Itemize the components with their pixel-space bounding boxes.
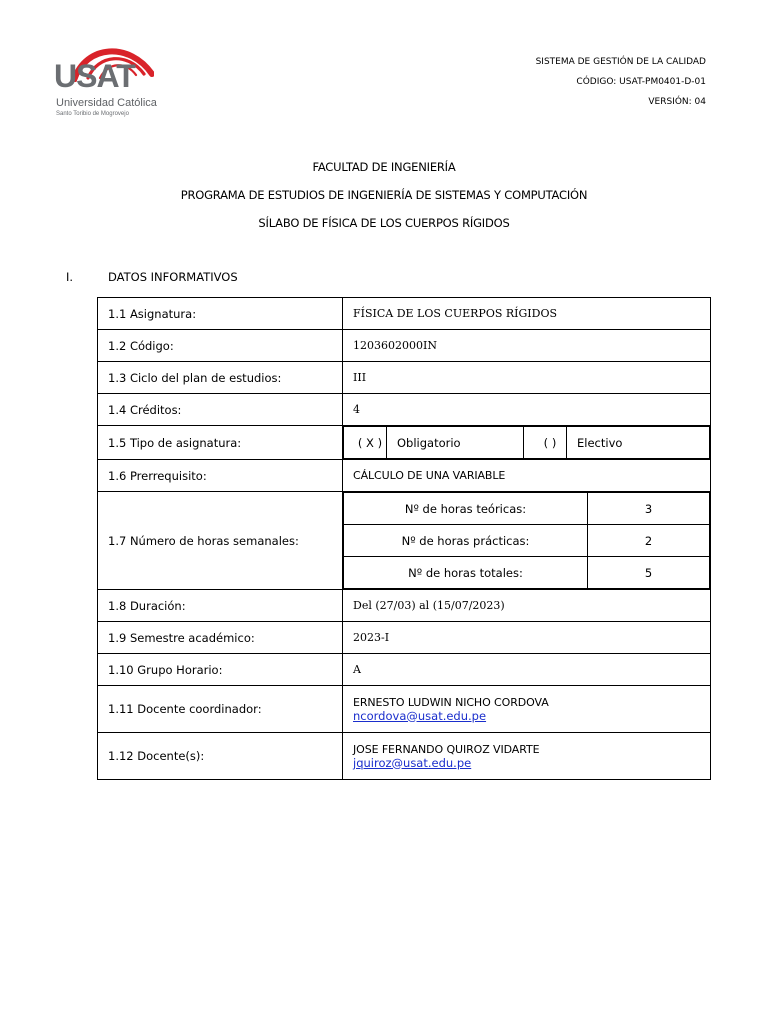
ciclo-value: III: [343, 362, 711, 394]
coordinador-cell: [343, 686, 711, 733]
horas-label: 1.7 Número de horas semanales:: [98, 492, 343, 590]
prerrequisito-label: 1.6 Prerrequisito:: [98, 460, 343, 492]
docente-name: JOSE FERNANDO QUIROZ VIDARTE: [353, 742, 540, 756]
prerrequisito-value: CÁLCULO DE UNA VARIABLE: [343, 460, 711, 492]
table-row: [98, 330, 711, 362]
section-title: DATOS INFORMATIVOS: [108, 270, 238, 284]
logo-university-subname: Santo Toribio de Mogrovejo: [56, 111, 129, 117]
table-row: [98, 460, 711, 492]
ciclo-label: 1.3 Ciclo del plan de estudios:: [98, 362, 343, 394]
asignatura-label: 1.1 Asignatura:: [98, 298, 343, 330]
duracion-value: Del (27/03) al (15/07/2023): [343, 590, 711, 622]
horas-teoricas-label: Nº de horas teóricas:: [344, 493, 588, 525]
electivo-mark: ( ): [524, 427, 567, 459]
horas-table: [343, 492, 710, 589]
grupo-label: 1.10 Grupo Horario:: [98, 654, 343, 686]
table-row: [98, 298, 711, 330]
docente-email-link[interactable]: jquiroz@usat.edu.pe: [353, 755, 472, 770]
coordinador-name: ERNESTO LUDWIN NICHO CORDOVA: [353, 695, 549, 709]
obligatorio-mark: ( X ): [344, 427, 387, 459]
codigo-value: 1203602000IN: [343, 330, 711, 362]
semestre-label: 1.9 Semestre académico:: [98, 622, 343, 654]
table-row: [98, 426, 711, 460]
table-row: [98, 686, 711, 733]
horas-totales-value: 5: [588, 557, 710, 589]
usat-logo: [50, 40, 160, 124]
section-heading: [66, 270, 238, 284]
quality-header: [536, 52, 706, 112]
logo-university-name: Universidad Católica: [56, 97, 157, 109]
codigo-label: 1.2 Código:: [98, 330, 343, 362]
creditos-value: 4: [343, 394, 711, 426]
document-titles: [0, 153, 768, 237]
electivo-label: Electivo: [567, 427, 710, 459]
program-title: PROGRAMA DE ESTUDIOS DE INGENIERÍA DE SISTEMAS Y COMPUTACIÓN: [180, 188, 588, 202]
horas-totales-label: Nº de horas totales:: [344, 557, 588, 589]
table-row: [98, 622, 711, 654]
duracion-label: 1.8 Duración:: [98, 590, 343, 622]
horas-practicas-label: Nº de horas prácticas:: [344, 525, 588, 557]
creditos-label: 1.4 Créditos:: [98, 394, 343, 426]
table-row: [98, 733, 711, 780]
horas-practicas-value: 2: [588, 525, 710, 557]
table-row: [98, 590, 711, 622]
syllabus-title: SÍLABO DE FÍSICA DE LOS CUERPOS RÍGIDOS: [258, 216, 510, 230]
info-table: [97, 297, 711, 780]
tipo-cell: [343, 426, 711, 460]
document-code: CÓDIGO: USAT-PM0401-D-01: [576, 77, 706, 87]
section-number: I.: [66, 270, 74, 284]
asignatura-value: FÍSICA DE LOS CUERPOS RÍGIDOS: [343, 298, 711, 330]
document-version: VERSIÓN: 04: [648, 97, 706, 107]
semestre-value: 2023-I: [343, 622, 711, 654]
docentes-cell: [343, 733, 711, 780]
horas-cell: [343, 492, 711, 590]
tipo-label: 1.5 Tipo de asignatura:: [98, 426, 343, 460]
table-row: [98, 492, 711, 590]
table-row: [98, 394, 711, 426]
obligatorio-label: Obligatorio: [387, 427, 524, 459]
docentes-label: 1.12 Docente(s):: [98, 733, 343, 780]
horas-teoricas-value: 3: [588, 493, 710, 525]
faculty-title: FACULTAD DE INGENIERÍA: [312, 160, 456, 174]
coordinador-label: 1.11 Docente coordinador:: [98, 686, 343, 733]
coordinador-email-link[interactable]: ncordova@usat.edu.pe: [353, 708, 487, 723]
tipo-options: [343, 426, 710, 459]
quality-system: SISTEMA DE GESTIÓN DE LA CALIDAD: [535, 57, 706, 67]
table-row: [98, 654, 711, 686]
grupo-value: A: [343, 654, 711, 686]
table-row: [98, 362, 711, 394]
logo-brand: USAT: [54, 58, 135, 94]
